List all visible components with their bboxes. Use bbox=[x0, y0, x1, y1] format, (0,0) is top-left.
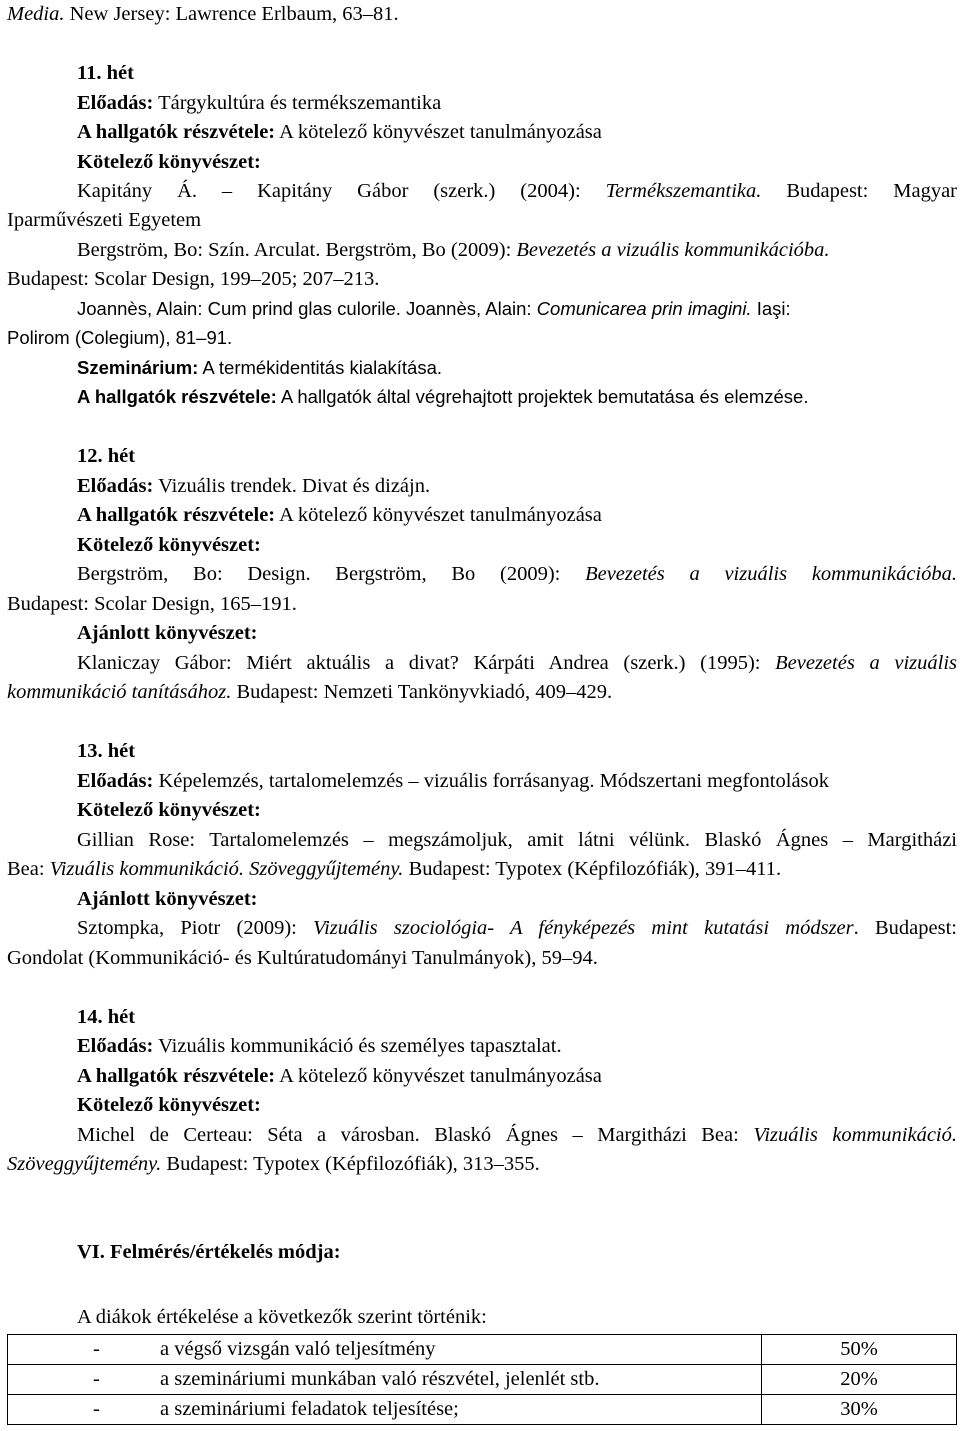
week-14-required-label: Kötelező könyvészet: bbox=[77, 1094, 261, 1116]
evaluation-weight: 50% bbox=[762, 1335, 957, 1365]
week-11-participation-2: A hallgatók részvétele: A hallgatók által végrehajtott projektek bemutatása és elemzése. bbox=[77, 386, 809, 407]
evaluation-item: - a szemináriumi munkában való részvétel, jelenlét stb. bbox=[8, 1365, 762, 1395]
week-14-lecture: Előadás: Vizuális kommunikáció és személyes tapasztalat. bbox=[77, 1035, 562, 1057]
week-13-ref-2-cont: Gondolat (Kommunikáció- és Kultúratudományi Tanulmányok), 59–94. bbox=[7, 947, 598, 969]
table-row bbox=[8, 1365, 957, 1395]
week-12-ref-1-cont: Budapest: Scolar Design, 165–191. bbox=[7, 593, 297, 615]
evaluation-item: - a végső vizsgán való teljesítmény bbox=[8, 1335, 762, 1365]
top-reference: Media. New Jersey: Lawrence Erlbaum, 63–81. bbox=[7, 3, 399, 25]
week-11-participation: A hallgatók részvétele: A kötelező könyvészet tanulmányozása bbox=[77, 121, 602, 143]
section-6-intro: A diákok értékelése a következők szerint történik: bbox=[77, 1306, 487, 1328]
week-11-ref-3: Joannès, Alain: Cum prind glas culorile. Joannès, Alain: Comunicarea prin imagini. Iaşi: bbox=[77, 298, 791, 319]
week-11-title: 11. hét bbox=[77, 62, 134, 84]
week-14-participation: A hallgatók részvétele: A kötelező könyvészet tanulmányozása bbox=[77, 1065, 602, 1087]
week-13-recommended-label: Ajánlott könyvészet: bbox=[77, 888, 258, 910]
table-row bbox=[8, 1395, 957, 1425]
week-14-ref-1-cont: Szöveggyűjtemény. Budapest: Typotex (Képfilozófiák), 313–355. bbox=[7, 1153, 540, 1175]
week-12-ref-2: Klaniczay Gábor: Miért aktuális a divat? Kárpáti Andrea (szerk.) (1995): Bevezetés a vizuális bbox=[77, 652, 957, 674]
week-13-ref-1-cont: Bea: Vizuális kommunikáció. Szöveggyűjtemény. Budapest: Typotex (Képfilozófiák), 391–411. bbox=[7, 858, 782, 880]
week-11-ref-1: Kapitány Á. – Kapitány Gábor (szerk.) (2004): Termékszemantika. Budapest: Magyar bbox=[77, 180, 958, 202]
week-12-ref-2-cont: kommunikáció tanításához. Budapest: Nemzeti Tankönyvkiadó, 409–429. bbox=[7, 681, 613, 703]
week-12-ref-1: Bergström, Bo: Design. Bergström, Bo (2009): Bevezetés a vizuális kommunikációba. bbox=[77, 563, 957, 585]
week-11-lecture: Előadás: Tárgykultúra és termékszemantika bbox=[77, 92, 442, 114]
week-12-title: 12. hét bbox=[77, 445, 136, 467]
week-14-ref-1: Michel de Certeau: Séta a városban. Blaskó Ágnes – Margitházi Bea: Vizuális kommunikáció. bbox=[77, 1124, 958, 1146]
week-13-ref-1: Gillian Rose: Tartalomelemzés – megszámoljuk, amit látni vélünk. Blaskó Ágnes – Margitházi bbox=[77, 829, 957, 851]
week-11-seminar: Szeminárium: A termékidentitás kialakítása. bbox=[77, 357, 443, 378]
week-13-lecture: Előadás: Képelemzés, tartalomelemzés – vizuális forrásanyag. Módszertani megfontolások bbox=[77, 770, 830, 792]
week-12-required-label: Kötelező könyvészet: bbox=[77, 534, 261, 556]
week-13-title: 13. hét bbox=[77, 740, 136, 762]
week-11-ref-1-cont: Iparművészeti Egyetem bbox=[7, 209, 202, 231]
section-6-heading: VI. Felmérés/értékelés módja: bbox=[77, 1241, 341, 1263]
week-11-ref-2-cont: Budapest: Scolar Design, 199–205; 207–213. bbox=[7, 268, 380, 290]
week-11-ref-2: Bergström, Bo: Szín. Arculat. Bergström, Bo (2009): Bevezetés a vizuális kommunikációba. bbox=[77, 239, 830, 261]
evaluation-weight: 20% bbox=[762, 1365, 957, 1395]
week-12-participation: A hallgatók részvétele: A kötelező könyvészet tanulmányozása bbox=[77, 504, 602, 526]
week-14-title: 14. hét bbox=[77, 1006, 136, 1028]
week-11-required-label: Kötelező könyvészet: bbox=[77, 151, 261, 173]
week-13-ref-2: Sztompka, Piotr (2009): Vizuális szociológia- A fényképezés mint kutatási módszer. Budapest: bbox=[77, 917, 957, 939]
week-12-recommended-label: Ajánlott könyvészet: bbox=[77, 622, 258, 644]
week-12-lecture: Előadás: Vizuális trendek. Divat és dizájn. bbox=[77, 475, 431, 497]
table-row bbox=[8, 1335, 957, 1365]
week-11-ref-3-cont: Polirom (Colegium), 81–91. bbox=[7, 327, 233, 348]
evaluation-table bbox=[7, 1334, 957, 1425]
evaluation-item: - a szemináriumi feladatok teljesítése; bbox=[8, 1395, 762, 1425]
week-13-required-label: Kötelező könyvészet: bbox=[77, 799, 261, 821]
evaluation-weight: 30% bbox=[762, 1395, 957, 1425]
